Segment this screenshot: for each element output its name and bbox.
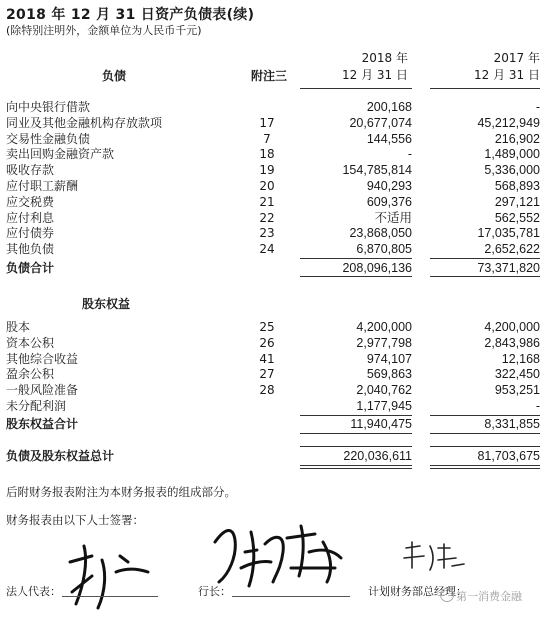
row-value-2018: 974,107 — [366, 351, 412, 366]
row-note: 23 — [259, 226, 275, 241]
row-value-2018: 1,177,945 — [356, 399, 412, 413]
signed-by-text: 财务报表由以下人士签署： — [6, 513, 144, 527]
row-label: 应付利息 — [6, 210, 55, 225]
row-value-2018: 2,040,762 — [356, 383, 412, 398]
row-value-2018: 11,940,475 — [350, 417, 412, 431]
president-signature-line — [232, 596, 350, 597]
legal-rep-signature-line — [62, 596, 158, 597]
total-rule — [430, 415, 540, 416]
total-rule — [430, 276, 540, 277]
row-note: 18 — [259, 147, 275, 162]
table-row — [0, 132, 550, 147]
total-rule — [430, 258, 540, 259]
row-value-2018: 208,096,136 — [342, 261, 412, 275]
column-header-2018-date: 12 月 31 日 — [342, 68, 408, 82]
row-label: 同业及其他金融机构存放款项 — [6, 115, 163, 130]
row-value-2017: 2,652,622 — [484, 242, 540, 257]
column-header-item: 负债 — [101, 69, 126, 83]
total-rule — [300, 258, 412, 259]
page-title: 2018 年 12 月 31 日资产负债表(续) — [6, 7, 255, 23]
footnote: 后附财务报表附注为本财务报表的组成部分。 — [6, 485, 236, 499]
total-rule — [300, 433, 412, 434]
row-value-2018: 23,868,050 — [349, 226, 412, 241]
row-value-2017: 1,489,000 — [484, 147, 540, 162]
finance-manager-label: 计划财务部总经理： — [368, 585, 467, 598]
total-rule — [300, 465, 412, 466]
row-note: 41 — [259, 351, 275, 366]
row-note: 27 — [259, 367, 275, 382]
row-value-2017: 17,035,781 — [477, 226, 540, 241]
row-value-2017: 4,200,000 — [484, 320, 540, 334]
total-rule — [430, 468, 540, 469]
row-label: 交易性金融负债 — [6, 131, 91, 146]
row-value-2018: 220,036,611 — [343, 449, 412, 463]
wechat-icon — [440, 588, 454, 602]
table-row — [0, 100, 550, 115]
row-value-2018: 144,556 — [366, 131, 412, 146]
row-value-2017: 297,121 — [494, 194, 540, 209]
row-value-2017: - — [535, 100, 540, 114]
page-subtitle: (除特别注明外，金额单位为人民币千元) — [6, 24, 202, 37]
column-header-2017-year: 2017 年 — [493, 51, 540, 65]
table-row — [0, 352, 550, 367]
row-value-2017: 5,336,000 — [484, 163, 540, 178]
row-note: 28 — [259, 383, 275, 398]
row-note: 26 — [259, 335, 275, 350]
total-row — [0, 417, 550, 432]
row-value-2018: 不适用 — [374, 210, 412, 225]
row-note: 7 — [263, 131, 271, 146]
column-header-2017-date: 12 月 31 日 — [474, 68, 540, 82]
row-value-2017: - — [535, 399, 540, 413]
column-header-2017 — [438, 50, 540, 84]
table-row — [0, 179, 550, 194]
row-value-2017: 568,893 — [494, 179, 540, 193]
row-value-2017: 953,251 — [494, 383, 540, 398]
row-value-2018: - — [407, 147, 412, 162]
table-row — [0, 211, 550, 226]
table-row — [0, 399, 550, 414]
row-note: 21 — [259, 194, 275, 209]
header-rule-2018 — [300, 88, 412, 89]
row-value-2017: 73,371,820 — [477, 261, 540, 275]
row-label: 资本公积 — [6, 335, 55, 350]
finance-manager-signature — [400, 538, 470, 574]
legal-rep-signature — [62, 532, 152, 614]
row-label: 应付职工薪酬 — [6, 179, 79, 193]
row-label: 吸收存款 — [6, 163, 55, 178]
watermark — [440, 588, 522, 604]
row-value-2017: 216,902 — [494, 131, 540, 146]
president-signature — [205, 512, 365, 592]
row-value-2018: 609,376 — [366, 194, 412, 209]
table-row — [0, 116, 550, 131]
row-value-2017: 562,552 — [494, 210, 540, 225]
row-value-2018: 940,293 — [366, 179, 412, 193]
row-label: 股本 — [6, 320, 31, 334]
row-value-2018: 4,200,000 — [356, 320, 412, 334]
total-rule — [300, 276, 412, 277]
table-row — [0, 226, 550, 241]
total-row — [0, 449, 550, 464]
table-row — [0, 367, 550, 382]
row-value-2017: 322,450 — [494, 367, 540, 382]
row-value-2018: 569,863 — [366, 367, 412, 382]
row-note: 19 — [259, 163, 275, 178]
row-label: 其他综合收益 — [6, 351, 79, 366]
row-note: 22 — [259, 210, 275, 225]
total-row — [0, 261, 550, 276]
row-label: 应付债券 — [6, 226, 55, 241]
row-value-2018: 2,977,798 — [356, 335, 412, 350]
column-header-2018 — [318, 50, 408, 84]
row-value-2018: 200,168 — [366, 100, 412, 114]
row-label: 负债及股东权益总计 — [6, 449, 115, 463]
row-value-2018: 20,677,074 — [349, 115, 412, 130]
column-header-note: 附注三 — [250, 69, 287, 83]
row-value-2017: 8,331,855 — [484, 417, 540, 431]
total-rule — [430, 446, 540, 447]
table-row — [0, 195, 550, 210]
row-label: 其他负债 — [6, 242, 55, 257]
row-label: 未分配利润 — [6, 399, 67, 413]
row-label: 应交税费 — [6, 194, 55, 209]
row-value-2018: 6,870,805 — [356, 242, 412, 257]
row-value-2017: 81,703,675 — [477, 449, 540, 463]
total-rule — [300, 415, 412, 416]
watermark-text: 第一消费金融 — [456, 590, 522, 603]
row-value-2017: 2,843,986 — [484, 335, 540, 350]
section-heading-equity: 股东权益 — [82, 297, 131, 311]
total-rule — [300, 446, 412, 447]
table-row — [0, 383, 550, 398]
row-value-2018: 154,785,814 — [342, 163, 412, 178]
table-row — [0, 336, 550, 351]
legal-rep-label: 法人代表： — [6, 585, 61, 598]
table-row — [0, 147, 550, 162]
row-label: 一般风险准备 — [6, 383, 79, 398]
row-note: 20 — [259, 179, 275, 193]
column-header-2018-year: 2018 年 — [361, 51, 408, 65]
row-note: 25 — [259, 320, 275, 334]
row-value-2017: 12,168 — [501, 351, 540, 366]
row-label: 盈余公积 — [6, 367, 55, 382]
header-rule-2017 — [430, 88, 540, 89]
table-row — [0, 163, 550, 178]
row-note: 17 — [259, 115, 275, 130]
row-label: 卖出回购金融资产款 — [6, 147, 115, 162]
row-label: 股东权益合计 — [6, 417, 79, 431]
total-rule — [300, 468, 412, 469]
row-value-2017: 45,212,949 — [477, 115, 540, 130]
president-label: 行长： — [198, 585, 231, 598]
total-rule — [430, 465, 540, 466]
total-rule — [430, 433, 540, 434]
row-label: 向中央银行借款 — [6, 100, 91, 114]
row-label: 负债合计 — [6, 261, 55, 275]
table-row — [0, 320, 550, 335]
table-row — [0, 242, 550, 257]
row-note: 24 — [259, 242, 275, 257]
